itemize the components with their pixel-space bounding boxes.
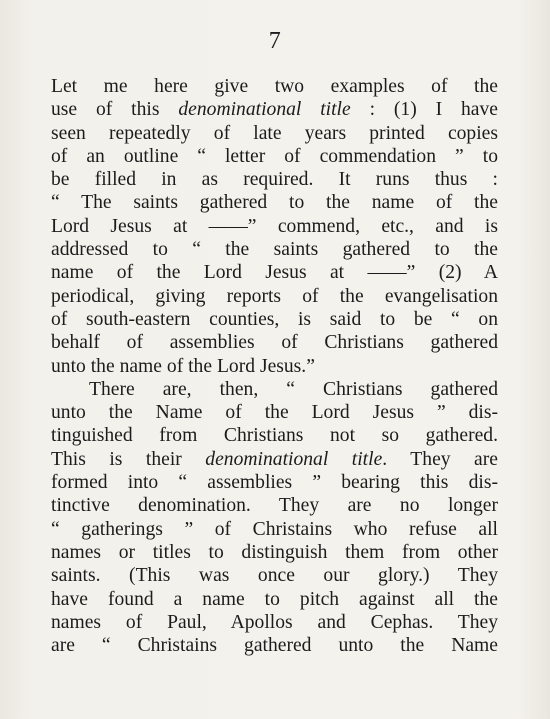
text-line: [51, 541, 498, 564]
text-line: [51, 145, 498, 168]
text-segment: periodical, giving reports of the evangelisation: [51, 285, 498, 307]
text-segment: saints. (This was once our glory.) They: [51, 565, 498, 587]
text-line: [51, 494, 498, 517]
text-line: [51, 285, 498, 308]
text-segment: have found a name to pitch against all the: [51, 588, 498, 610]
text-line: [51, 588, 498, 611]
text-segment: addressed to “ the saints gathered to the: [51, 239, 498, 261]
text-line: [51, 215, 498, 238]
text-segment: : (1) I have: [350, 99, 498, 121]
text-segment: “ The saints gathered to the name of the: [51, 192, 498, 214]
text-line: [51, 122, 498, 145]
text-segment: of south-eastern counties, is said to be “ on: [51, 308, 498, 330]
italic-text: denominational title: [205, 448, 383, 470]
text-segment: There are, then, “ Christians gathered: [89, 378, 498, 400]
text-segment: . They are: [382, 448, 498, 470]
text-line: [51, 238, 498, 261]
text-segment: be filled in as required. It runs thus :: [51, 169, 498, 191]
text-line: [51, 378, 498, 401]
text-line: [51, 634, 498, 657]
text-line: [51, 308, 498, 331]
text-line: [51, 168, 498, 191]
text-segment: Let me here give two examples of the: [51, 76, 498, 97]
text-segment: names or titles to distinguish them from other: [51, 541, 498, 563]
text-line: [51, 611, 498, 634]
text-segment: tinctive denomination. They are no longer: [51, 495, 498, 517]
page-bottom-margin: [0, 699, 550, 719]
body-text: [51, 75, 498, 657]
text-segment: name of the Lord Jesus at ——” (2) A: [51, 262, 498, 284]
text-segment: of an outline “ letter of commendation ” to: [51, 145, 498, 167]
text-segment: formed into “ assemblies ” bearing this dis-: [51, 472, 498, 494]
text-segment: use of this: [51, 99, 179, 121]
text-segment: names of Paul, Apollos and Cephas. They: [51, 611, 498, 633]
text-segment: seen repeatedly of late years printed copies: [51, 122, 498, 144]
italic-text: denominational title: [178, 99, 351, 121]
text-segment: tinguished from Christians not so gathered.: [51, 425, 498, 447]
text-line: [51, 98, 498, 121]
text-line: [51, 518, 498, 541]
page-number: 7: [268, 28, 282, 54]
text-line: [51, 261, 498, 284]
text-segment: unto the Name of the Lord Jesus ” dis-: [51, 402, 498, 424]
text-line: [51, 424, 498, 447]
text-line: [51, 355, 498, 378]
text-segment: Lord Jesus at ——” commend, etc., and is: [51, 215, 498, 237]
text-segment: behalf of assemblies of Christians gathered: [51, 332, 498, 354]
text-segment: “ gatherings ” of Christains who refuse all: [51, 518, 498, 540]
text-segment: unto the name of the Lord Jesus.”: [51, 355, 315, 377]
text-line: [51, 564, 498, 587]
text-line: [51, 331, 498, 354]
text-line: [51, 191, 498, 214]
text-line: [51, 401, 498, 424]
text-segment: This is their: [51, 448, 206, 470]
text-segment: are “ Christains gathered unto the Name: [51, 635, 498, 657]
text-line: [51, 448, 498, 471]
text-line: [51, 75, 498, 98]
text-line: [51, 471, 498, 494]
